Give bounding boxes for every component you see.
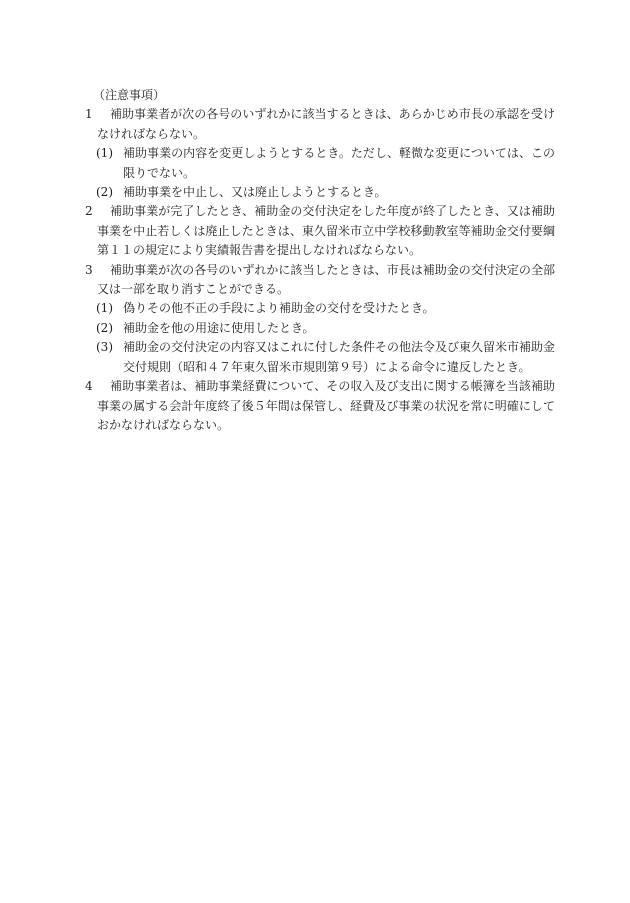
note-number: 1 xyxy=(85,107,93,122)
note-item-2 xyxy=(85,202,555,260)
subitem-number: (2) xyxy=(96,185,113,200)
note-3-subitem-1 xyxy=(85,299,555,318)
note-item-3 xyxy=(85,261,555,300)
subitem-text: 補助事業の内容を変更しようとするとき。ただし、軽微な変更については、この限りでない。 xyxy=(123,146,555,180)
note-3-subitem-3 xyxy=(85,338,555,377)
note-number: 2 xyxy=(85,204,93,219)
note-text: 補助事業が次の各号のいずれかに該当したときは、市長は補助金の交付決定の全部又は一部を取り消すことができる。 xyxy=(97,262,555,297)
note-text: 補助事業者が次の各号のいずれかに該当するときは、あらかじめ市長の承認を受けなければならない。 xyxy=(97,107,555,141)
note-1-subitem-1 xyxy=(85,144,555,183)
note-text: 補助事業者は、補助事業経費について、その収入及び支出に関する帳簿を当該補助事業の属する会計年度終了後５年間は保管し、経費及び事業の状況を常に明確にしておかなければならない。 xyxy=(97,379,555,432)
note-item-1 xyxy=(85,105,555,144)
note-3-subitem-2 xyxy=(85,319,555,338)
note-text: 補助事業が完了したとき、補助金の交付決定をした年度が終了したとき、又は補助事業を中止若しくは廃止したときは、東久留米市立中学校移動教室等補助金交付要綱第１１の規定により実績報告書を提出しなければならない。 xyxy=(97,204,555,258)
subitem-text: 補助事業を中止し、又は廃止しようとするとき。 xyxy=(123,185,387,200)
subitem-text: 偽りその他不正の手段により補助金の交付を受けたとき。 xyxy=(123,301,435,316)
subitem-number: (2) xyxy=(96,320,113,335)
subitem-number: (3) xyxy=(96,340,113,355)
notes-section xyxy=(85,86,555,435)
note-number: 3 xyxy=(85,262,93,277)
subitem-text: 補助金の交付決定の内容又はこれに付した条件その他法令及び東久留米市補助金交付規則（昭和４７年東久留米市規則第９号）による命令に違反したとき。 xyxy=(123,340,556,374)
notes-heading: （注意事項） xyxy=(93,88,166,102)
note-1-subitem-2 xyxy=(85,183,555,202)
subitem-number: (1) xyxy=(96,301,113,316)
note-number: 4 xyxy=(85,379,93,394)
subitem-text: 補助金を他の用途に使用したとき。 xyxy=(123,320,315,335)
subitem-number: (1) xyxy=(96,146,113,161)
note-item-4 xyxy=(85,377,555,435)
